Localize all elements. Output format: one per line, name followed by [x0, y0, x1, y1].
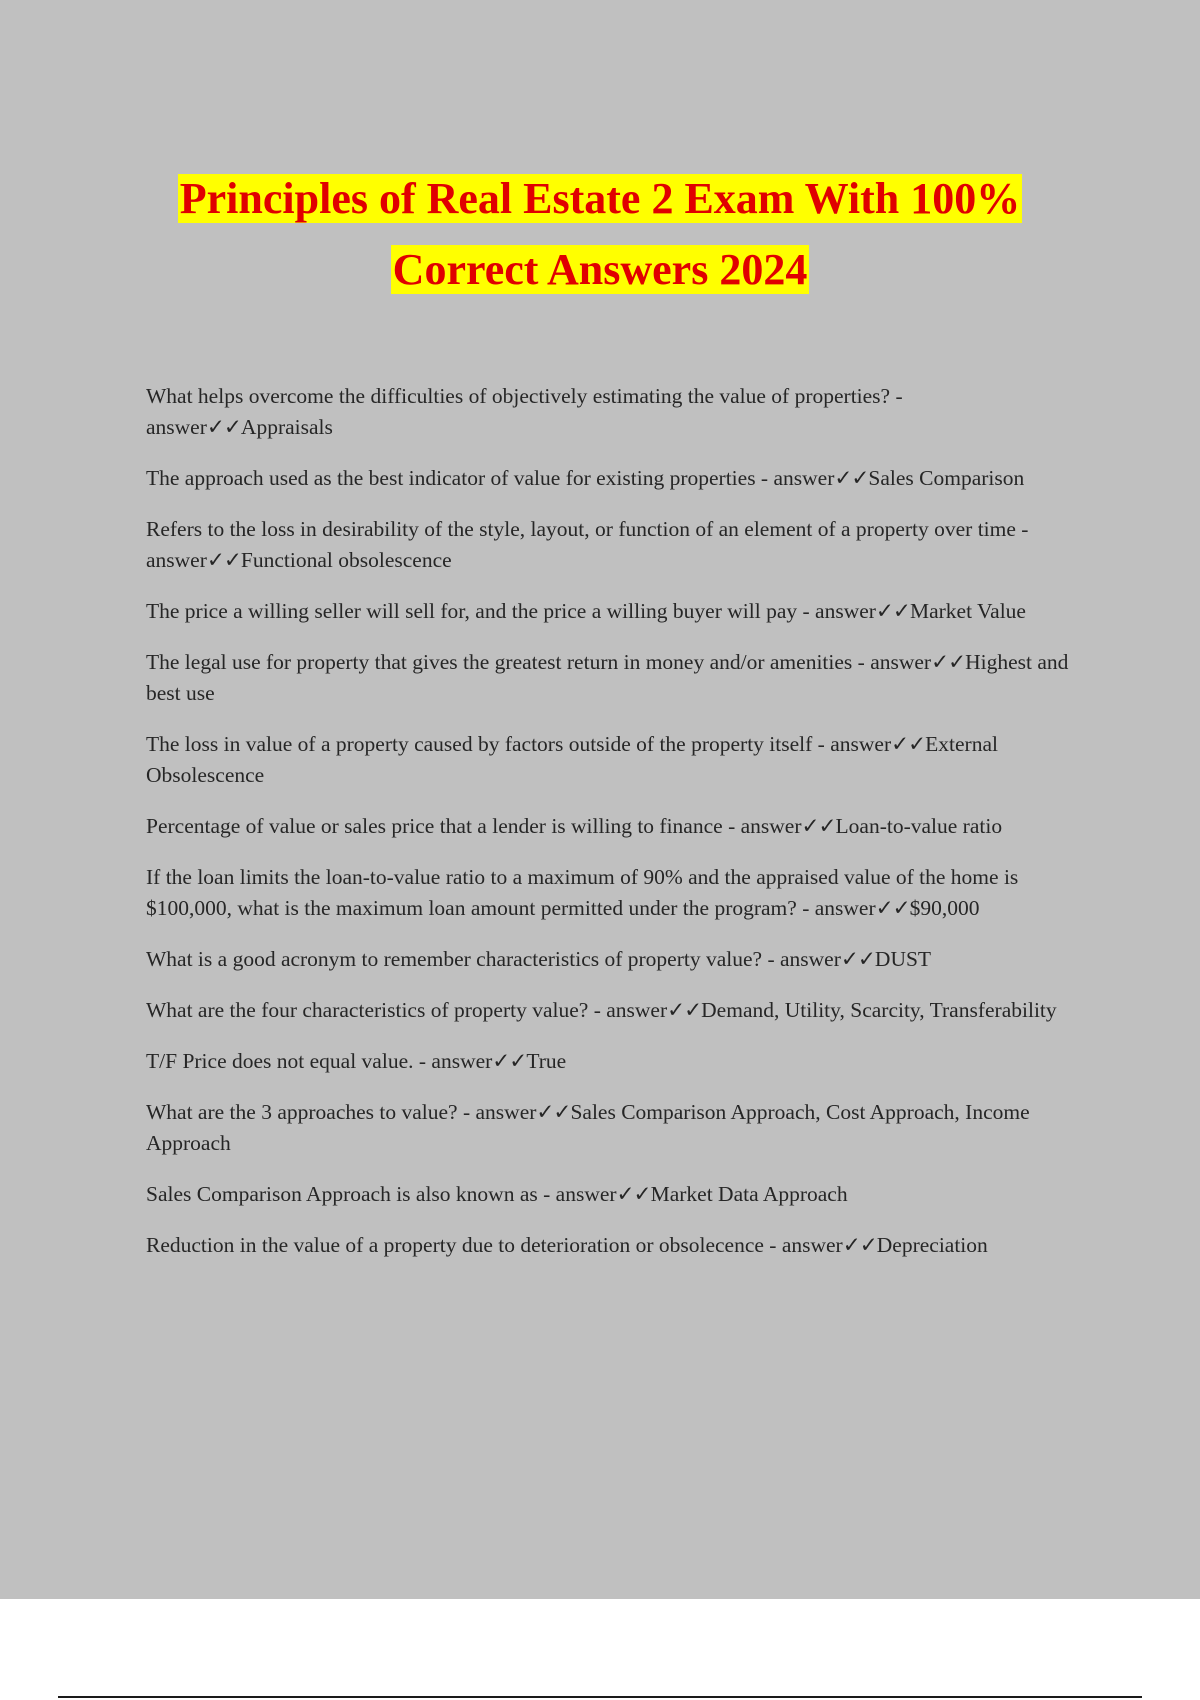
double-check-icon: ✓✓ — [931, 650, 966, 674]
answer-text: External Obsolescence — [146, 732, 998, 787]
qa-item — [146, 1046, 1086, 1077]
answer-prefix: answer — [780, 947, 841, 971]
answer-text: Sales Comparison — [868, 466, 1025, 490]
double-check-icon: ✓✓ — [875, 896, 910, 920]
qa-item — [146, 995, 1086, 1026]
question-text: Sales Comparison Approach is also known as - — [146, 1182, 551, 1206]
answer-text: Depreciation — [876, 1233, 988, 1257]
answer-prefix: answer — [781, 1233, 843, 1257]
title-line-2: Correct Answers 2024 — [392, 245, 808, 294]
qa-item — [146, 944, 1086, 975]
qa-item — [146, 514, 1086, 576]
answer-prefix: answer — [146, 415, 207, 439]
question-text: What is a good acronym to remember characteristics of property value? - — [146, 947, 775, 971]
question-text: The legal use for property that gives the greatest return in money and/or amenities - — [146, 650, 865, 674]
double-check-icon: ✓✓ — [840, 947, 875, 971]
answer-prefix: answer — [555, 1182, 617, 1206]
answer-text: Demand, Utility, Scarcity, Transferability — [701, 998, 1057, 1022]
question-text: T/F Price does not equal value. - — [146, 1049, 427, 1073]
question-text: What are the four characteristics of property value? - — [146, 998, 601, 1022]
question-text: Reduction in the value of a property due to deterioration or obsolecence - — [146, 1233, 777, 1257]
qa-item — [146, 1179, 1086, 1210]
double-check-icon: ✓✓ — [667, 998, 702, 1022]
qa-item — [146, 596, 1086, 627]
document-title — [100, 168, 1100, 310]
double-check-icon: ✓✓ — [801, 814, 836, 838]
question-answer-list — [146, 381, 1086, 1281]
answer-prefix: answer — [815, 599, 876, 623]
qa-item — [146, 1230, 1086, 1261]
qa-item — [146, 729, 1086, 791]
answer-prefix: answer — [475, 1100, 537, 1124]
question-text: The approach used as the best indicator of value for existing properties - — [146, 466, 769, 490]
double-check-icon: ✓✓ — [206, 548, 241, 572]
answer-prefix: answer — [830, 732, 892, 756]
answer-text: DUST — [874, 947, 932, 971]
answer-prefix: answer — [814, 896, 876, 920]
double-check-icon: ✓✓ — [492, 1049, 527, 1073]
question-text: Refers to the loss in desirability of the style, layout, or function of an element of a property over time - — [146, 517, 1029, 541]
answer-prefix: answer — [870, 650, 932, 674]
double-check-icon: ✓✓ — [206, 415, 241, 439]
double-check-icon: ✓✓ — [616, 1182, 651, 1206]
answer-text: $90,000 — [909, 896, 980, 920]
title-line-1: Principles of Real Estate 2 Exam With 100% — [179, 174, 1021, 223]
answer-text: Market Data Approach — [650, 1182, 848, 1206]
question-text: Percentage of value or sales price that a lender is willing to finance - — [146, 814, 736, 838]
qa-item — [146, 811, 1086, 842]
qa-item — [146, 862, 1086, 924]
double-check-icon: ✓✓ — [536, 1100, 571, 1124]
answer-text: Highest and best use — [146, 650, 1069, 705]
qa-item — [146, 647, 1086, 709]
answer-text: Functional obsolescence — [240, 548, 452, 572]
question-text: What are the 3 approaches to value? - — [146, 1100, 471, 1124]
question-text: What helps overcome the difficulties of objectively estimating the value of properties? - — [146, 384, 903, 408]
qa-item — [146, 1097, 1086, 1159]
answer-text: Sales Comparison Approach, Cost Approach, Income Approach — [146, 1100, 1030, 1155]
qa-item — [146, 381, 1086, 443]
answer-prefix: answer — [773, 466, 835, 490]
answer-prefix: answer — [740, 814, 802, 838]
double-check-icon: ✓✓ — [842, 1233, 877, 1257]
double-check-icon: ✓✓ — [891, 732, 926, 756]
question-text: The loss in value of a property caused by factors outside of the property itself - — [146, 732, 825, 756]
answer-text: Market Value — [909, 599, 1026, 623]
double-check-icon: ✓✓ — [834, 466, 869, 490]
qa-item — [146, 463, 1086, 494]
answer-text: True — [526, 1049, 567, 1073]
question-text: If the loan limits the loan-to-value ratio to a maximum of 90% and the appraised value of the home is $100,000, what is the maximum loan amount permitted under the program? - — [146, 865, 1019, 920]
question-text: The price a willing seller will sell for, and the price a willing buyer will pay - — [146, 599, 810, 623]
footer-divider — [58, 1696, 1142, 1698]
answer-text: Appraisals — [240, 415, 333, 439]
double-check-icon: ✓✓ — [875, 599, 910, 623]
answer-text: Loan-to-value ratio — [835, 814, 1003, 838]
answer-prefix: answer — [146, 548, 207, 572]
answer-prefix: answer — [606, 998, 668, 1022]
answer-prefix: answer — [431, 1049, 493, 1073]
